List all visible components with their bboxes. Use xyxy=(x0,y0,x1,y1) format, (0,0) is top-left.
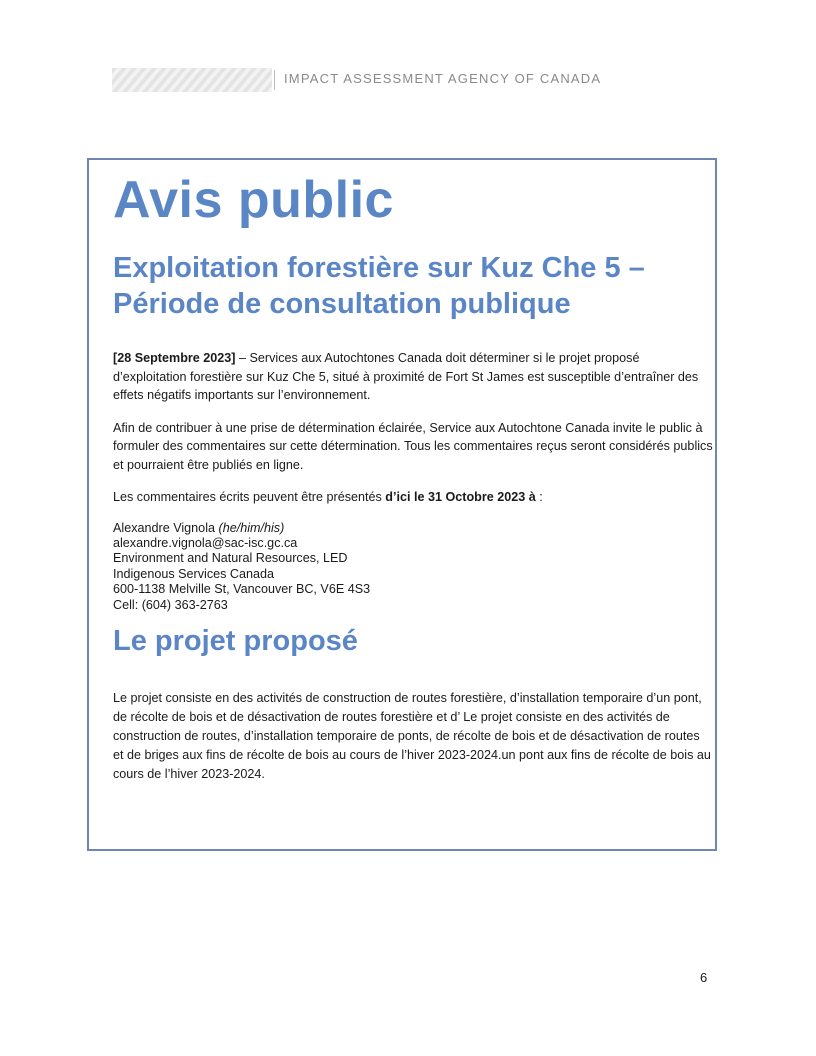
contact-pronouns: (he/him/his) xyxy=(218,520,285,535)
deadline-date: d’ici le 31 Octobre 2023 à xyxy=(385,490,536,504)
notice-content xyxy=(113,168,713,784)
contact-email[interactable]: alexandre.vignola@sac-isc.gc.ca xyxy=(113,535,298,550)
deadline-tail: : xyxy=(535,490,543,504)
contact-name: Alexandre Vignola xyxy=(113,520,219,535)
contact-phone: Cell: (604) 363-2763 xyxy=(113,597,228,612)
page-title: Avis public xyxy=(113,171,394,229)
contact-block xyxy=(113,521,713,613)
invitation-paragraph: Afin de contribuer à une prise de détermination éclairée, Service aux Autochtone Canada invite le public à formuler des commentaires sur cette détermination. Tous les commentaires reçus seront considérés publics et pourraient être publiés en ligne. xyxy=(113,420,713,472)
project-paragraph: Le projet consiste en des activités de construction de routes forestière, d’installation temporaire d’un pont, de récolte de bois et de désactivation de routes forestière et d’ Le projet consiste en des activités de construction de routes, d’installation temporaire de ponts, de récolte de bois et de désactivation de routes et de briges aux fins de récolte de bois au cours de l’hiver 2023-2024.un pont aux fins de récolte de bois au cours de l’hiver 2023-2024. xyxy=(113,690,711,781)
deadline-lead: Les commentaires écrits peuvent être présentés xyxy=(113,490,386,504)
contact-name-line xyxy=(113,521,713,536)
intro-paragraph xyxy=(113,349,713,405)
page-number: 6 xyxy=(700,970,708,985)
notice-date: [28 Septembre 2023] xyxy=(113,351,236,365)
deadline-paragraph xyxy=(113,488,713,507)
intro-text: – Services aux Autochtones Canada doit déterminer si le projet proposé d’exploitation forestière sur Kuz Che 5, situé à proximité de Fort St James est susceptible d’entraîner des effets négatifs importants sur l’environnement. xyxy=(113,351,699,402)
agency-name: IMPACT ASSESSMENT AGENCY OF CANADA xyxy=(284,71,602,86)
agency-logo-stripes-icon xyxy=(112,68,272,92)
section-title: Le projet proposé xyxy=(113,624,358,657)
contact-address: 600-1138 Melville St, Vancouver BC, V6E 4S3 xyxy=(113,582,371,597)
header-divider xyxy=(274,70,275,90)
notice-subtitle: Exploitation forestière sur Kuz Che 5 – Période de consultation publique xyxy=(113,252,645,320)
page-header xyxy=(112,68,602,94)
contact-org: Indigenous Services Canada xyxy=(113,566,275,581)
contact-dept: Environment and Natural Resources, LED xyxy=(113,551,348,566)
